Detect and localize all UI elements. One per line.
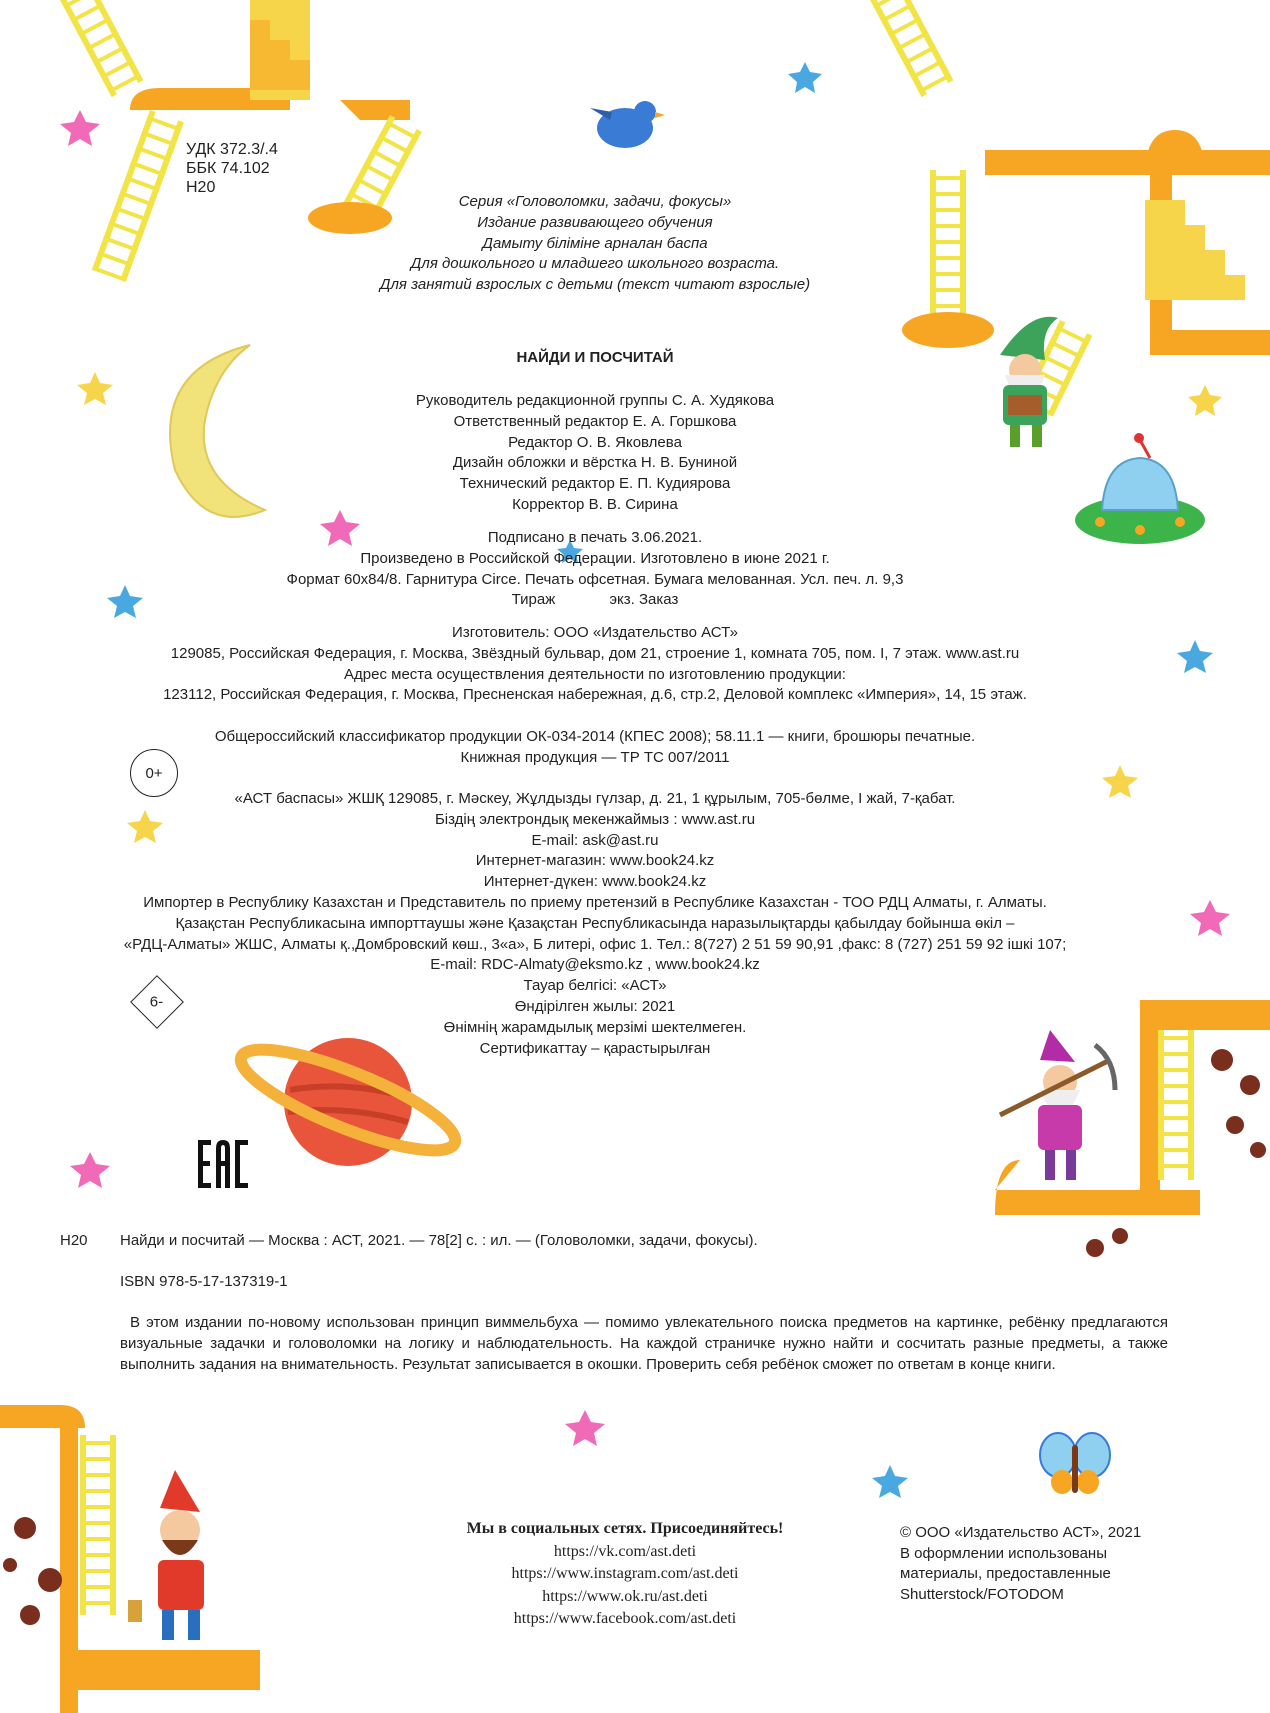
annotation: В этом издании по-новому использован принцип виммельбуха — помимо увлекательного поиска предметов на картинке, ребёнку предлагаются визуальные задачки и головоломки на логику и наблюдательность. На каждой страничке нужно найти и сосчитать разные предметы, а также выполнить задания на внимательность. Результат записывается в окошки. Проверить себя ребёнок сможет по ответам в конце книги. bbox=[120, 1314, 1168, 1373]
udk-code: УДК 372.3/.4 bbox=[186, 141, 278, 158]
staff-line: Ответственный редактор Е. А. Горшкова bbox=[453, 412, 737, 430]
print-line: Произведено в Российской Федерации. Изготовлено в июне 2021 г. bbox=[360, 549, 830, 567]
kz-line: Интернет-дүкен: www.book24.kz bbox=[483, 873, 707, 891]
copyright-line: В оформлении использованы bbox=[900, 1544, 1107, 1562]
ok-link[interactable]: https://www.ok.ru/ast.deti bbox=[542, 1587, 708, 1605]
kz-line: Интернет-магазин: www.book24.kz bbox=[475, 852, 715, 870]
classifier-line: Книжная продукция — ТР ТС 007/2011 bbox=[460, 748, 730, 766]
series-line: Серия «Головоломки, задачи, фокусы» bbox=[458, 193, 732, 210]
kz-line: Біздің электрондық мекенжаймыз : www.ast.ru bbox=[434, 810, 756, 828]
social-links bbox=[420, 1518, 830, 1631]
isbn: ISBN 978-5-17-137319-1 bbox=[120, 1273, 288, 1290]
book-title: НАЙДИ И ПОСЧИТАЙ bbox=[516, 349, 674, 366]
kz-line: «АСТ баспасы» ЖШҚ 129085, г. Мәскеу, Жұлдызды гүлзар, д. 21, 1 құрылым, 705-бөлме, I жай, 7-қабат. bbox=[234, 790, 956, 807]
series-info bbox=[0, 192, 1190, 296]
eac-certification-mark bbox=[198, 1140, 248, 1188]
lantern-gnome-illustration bbox=[0, 1405, 260, 1713]
staff-line: Дизайн обложки и вёрстка Н. В. Буниной bbox=[452, 454, 738, 472]
staff-line: Корректор В. В. Сирина bbox=[512, 495, 678, 513]
manufacturer-line: 129085, Российская Федерация, г. Москва, Звёздный бульвар, дом 21, строение 1, комната 705, пом. I, 7 этаж. www.ast.ru bbox=[170, 644, 1020, 662]
copyright-line: © ООО «Издательство АСТ», 2021 bbox=[900, 1524, 1142, 1541]
age-rating-badge: 0+ bbox=[130, 749, 178, 797]
print-info bbox=[0, 528, 1190, 611]
copyright-block bbox=[900, 1523, 1141, 1605]
butterfly-illustration bbox=[1040, 1433, 1110, 1494]
classification-codes bbox=[186, 140, 278, 197]
kz-line: Тауар белгісі: «АСТ» bbox=[523, 977, 667, 995]
series-line: Для занятий взрослых с детьми (текст читают взрослые) bbox=[379, 276, 811, 294]
kz-line: E-mail: ask@ast.ru bbox=[531, 831, 659, 849]
staff-line: Руководитель редакционной группы С. А. Худякова bbox=[415, 392, 775, 409]
staff-line: Редактор О. В. Яковлева bbox=[508, 433, 682, 451]
manufacturer-line: Адрес места осуществления деятельности по изготовлению продукции: bbox=[344, 665, 846, 683]
manufacturer-line: 123112, Российская Федерация, г. Москва, Пресненская набережная, д.6, стр.2, Деловой комплекс «Империя», 14, 15 этаж. bbox=[163, 686, 1027, 704]
instagram-link[interactable]: https://www.instagram.com/ast.deti bbox=[511, 1565, 739, 1582]
print-line: Формат 60x84/8. Гарнитура Circe. Печать офсетная. Бумага мелованная. Усл. печ. л. 9,3 bbox=[286, 570, 904, 588]
social-heading: Мы в социальных сетях. Присоединяйтесь! bbox=[466, 1520, 784, 1537]
kz-line: Өнімнің жарамдылық мерзімі шектелмеген. bbox=[443, 1018, 747, 1036]
kz-line: Өндірілген жылы: 2021 bbox=[514, 997, 676, 1015]
manufacturer-info bbox=[0, 623, 1190, 706]
print-line: Тираж экз. Заказ bbox=[511, 591, 679, 609]
kazakhstan-info bbox=[0, 789, 1190, 1059]
kz-line: Сертификаттау – қарастырылған bbox=[479, 1039, 711, 1057]
print-line: Подписано в печать 3.06.2021. bbox=[487, 529, 703, 546]
copyright-line: Shutterstock/FOTODOM bbox=[900, 1585, 1064, 1603]
bbk-code: ББК 74.102 bbox=[186, 160, 270, 177]
kz-line: «РДЦ-Алматы» ЖШС, Алматы қ.,Домбровский көш., 3«а», Б литері, офис 1. Тел.: 8(727) 2 51 59 90,91 ,факс: 8 (727) 251 59 92 ішкі 107; bbox=[123, 935, 1067, 953]
vk-link[interactable]: https://vk.com/ast.deti bbox=[553, 1542, 697, 1560]
bird-illustration bbox=[590, 101, 665, 148]
kz-line: E-mail: RDC-Almaty@eksmo.kz , www.book24.kz bbox=[430, 956, 760, 974]
bibliographic-block bbox=[60, 1230, 1170, 1375]
series-line: Дамыту біліміне арналан баспа bbox=[482, 234, 708, 252]
kz-line: Импортер в Республику Казахстан и Представитель по приему претензий в Республике Казахстан - ТОО РДЦ Алматы, г. Алматы. bbox=[143, 893, 1047, 911]
kz-line: Қазақстан Республикасына импорттаушы және Қазақстан Республикасында наразылықтарды қабылдау бойынша өкіл – bbox=[175, 914, 1015, 932]
copyright-line: материалы, предоставленные bbox=[900, 1565, 1111, 1582]
biblio-entry bbox=[60, 1230, 1170, 1251]
biblio-text: Найди и посчитай — Москва : АСТ, 2021. — 78[2] с. : ил. — (Головоломки, задачи, фокусы). bbox=[120, 1232, 758, 1249]
author-mark: Н20 bbox=[186, 179, 216, 196]
series-line: Издание развивающего обучения bbox=[477, 213, 713, 231]
classifier-line: Общероссийский классификатор продукции ОК-034-2014 (КПЕС 2008); 58.11.1 — книги, брошюры печатные. bbox=[214, 728, 976, 745]
biblio-code: Н20 bbox=[60, 1232, 88, 1249]
series-line: Для дошкольного и младшего школьного возраста. bbox=[410, 255, 780, 273]
age-info-text: 6- bbox=[150, 993, 164, 1011]
staff-line: Технический редактор Е. П. Кудиярова bbox=[459, 475, 731, 493]
manufacturer-line: Изготовитель: ООО «Издательство АСТ» bbox=[452, 624, 738, 641]
classifier-info bbox=[0, 727, 1190, 769]
facebook-link[interactable]: https://www.facebook.com/ast.deti bbox=[513, 1610, 737, 1627]
editorial-staff bbox=[0, 391, 1190, 516]
